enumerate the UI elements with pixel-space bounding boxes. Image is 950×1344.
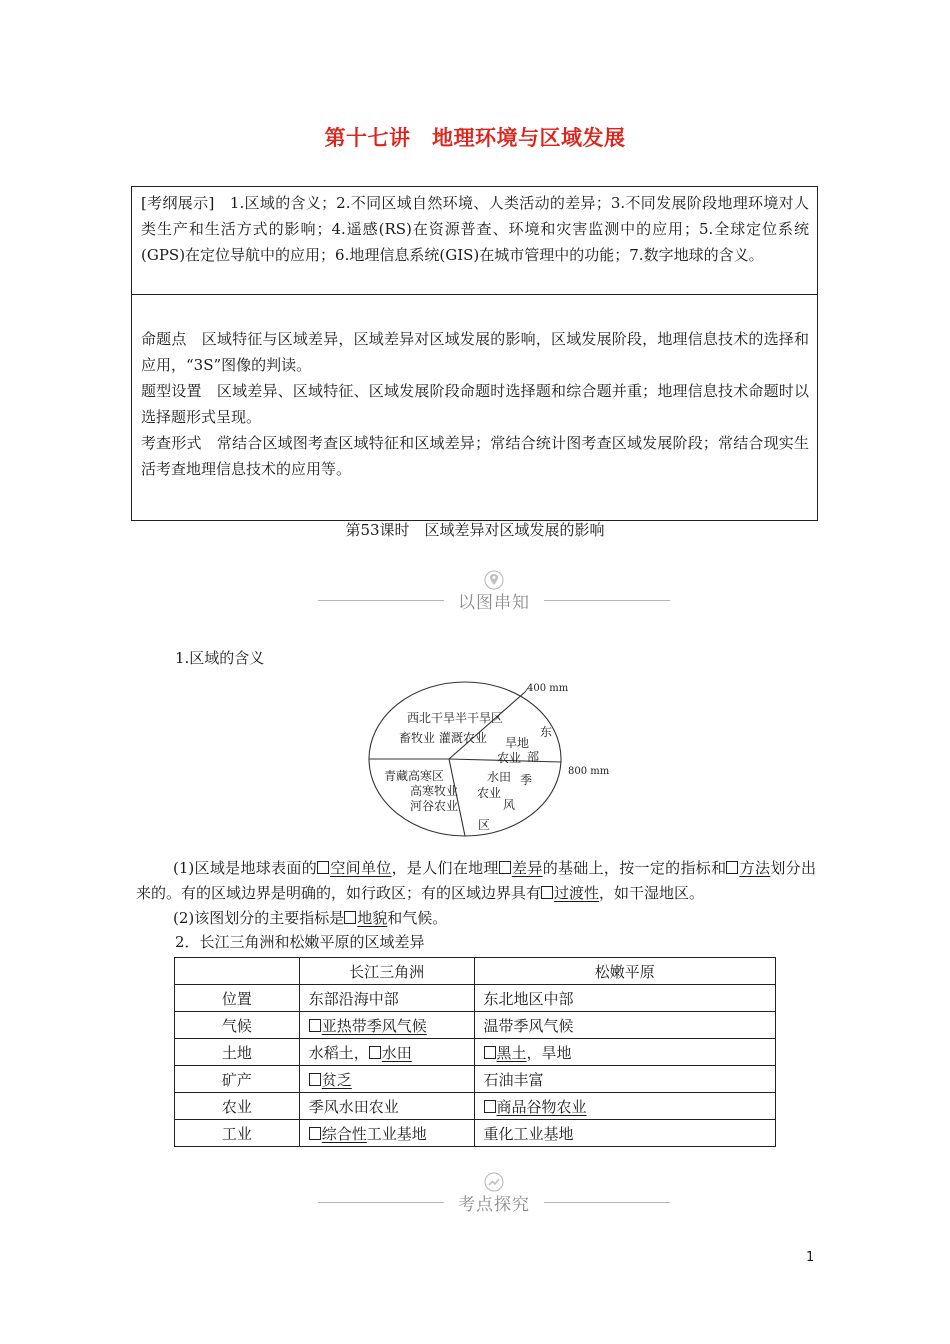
table-row (175, 1120, 776, 1147)
region-definition-paragraph (136, 856, 816, 931)
divider-right (544, 600, 670, 601)
cell: 东北地区中部 (474, 985, 776, 1012)
answer-blank: 地貌 (357, 909, 388, 927)
answer-blank: 黑土 (496, 1043, 527, 1062)
syllabus-box (131, 186, 818, 295)
region-comparison-table (174, 957, 776, 1147)
answer-blank: 空间单位 (330, 859, 392, 877)
section-label: 考点探究 (458, 1195, 530, 1215)
checkbox[interactable] (309, 1073, 321, 1086)
exam-form: 考查形式 常结合区域图考查区域特征和区域差异；常结合统计图考查区域发展阶段；常结合现实生活考查地理信息技术的应用等。 (141, 434, 809, 478)
checkbox[interactable] (309, 1019, 321, 1032)
cell: 季风水田农业 (299, 1093, 474, 1120)
answer-blank: 方法 (739, 859, 771, 877)
text: 气候 (396, 1016, 427, 1035)
label-qinghai-3: 河谷农业 (410, 799, 459, 813)
checkbox[interactable] (541, 886, 553, 899)
checkbox[interactable] (369, 1046, 381, 1059)
answer-blank: 贫乏 (321, 1070, 352, 1089)
label-800mm: 800 mm (568, 766, 610, 777)
cell: 温带季风气候 (474, 1012, 776, 1039)
label-qinghai-1: 青藏高寒区 (384, 769, 445, 783)
trend-icon (484, 1172, 504, 1192)
answer-blank: 水田 (381, 1043, 412, 1062)
cell: 东部沿海中部 (299, 985, 474, 1012)
cell (474, 1039, 776, 1066)
label-northwest-agri: 畜牧业 灌溉农业 (399, 731, 487, 745)
text: 工业基地 (366, 1124, 427, 1143)
section-header-exam (318, 1172, 670, 1228)
cell: 重化工业基地 (474, 1120, 776, 1147)
text: 和气候。 (387, 909, 448, 927)
exam-analysis-box (131, 294, 818, 521)
label-qu: 区 (478, 818, 491, 832)
table-row (175, 1066, 776, 1093)
item2-heading: 2．长江三角洲和松嫩平原的区域差异 (175, 933, 425, 951)
checkbox[interactable] (726, 861, 738, 874)
label-feng: 风 (503, 798, 516, 812)
label-400mm: 400 mm (527, 683, 569, 694)
label-paddy-1: 水田 (487, 770, 512, 784)
checkbox[interactable] (309, 1127, 321, 1140)
label-dryland-2: 农业 (497, 751, 522, 765)
text: 的基础上，按一定的指标和 (542, 859, 727, 877)
label-ji: 季 (520, 773, 533, 787)
item1-heading: 1.区域的含义 (175, 649, 265, 667)
header-yangtze: 长江三角洲 (299, 958, 474, 985)
exam-point: 命题点 区域特征与区域差异，区域差异对区域发展的影响，区域发展阶段，地理信息技术的选择和应用，“3S”图像的判读。 (141, 330, 809, 374)
cell (299, 1012, 474, 1039)
cell: 石油丰富 (474, 1066, 776, 1093)
text: ，如干湿地区。 (599, 884, 705, 902)
checkbox[interactable] (484, 1100, 496, 1113)
row-key: 位置 (175, 985, 300, 1012)
cell (299, 1120, 474, 1147)
section-header-knowledge (318, 570, 670, 626)
text: ，旱地 (526, 1043, 572, 1062)
cell (474, 1093, 776, 1120)
label-paddy-2: 农业 (477, 786, 502, 800)
row-key: 农业 (175, 1093, 300, 1120)
checkbox[interactable] (499, 861, 511, 874)
checkbox[interactable] (344, 911, 356, 924)
section-label: 以图串知 (458, 593, 530, 613)
header-empty (175, 958, 300, 985)
answer-blank: 商品谷物农业 (496, 1097, 587, 1116)
text: 水稻土， (308, 1043, 369, 1062)
text: (1)区域是地球表面的 (173, 859, 318, 877)
label-northwest: 西北干旱半干旱区 (407, 711, 504, 725)
table-header-row (175, 958, 776, 985)
answer-blank: 过渡性 (554, 884, 600, 902)
table-row (175, 1012, 776, 1039)
table-row (175, 1039, 776, 1066)
divider-right (544, 1202, 670, 1203)
row-key: 工业 (175, 1120, 300, 1147)
label-east: 东 (540, 725, 553, 739)
text: 划分出来的。有的区域边界是明确的，如行政区；有的区域边界具有 (136, 859, 816, 902)
answer-blank: 综合性 (321, 1124, 367, 1143)
label-qinghai-2: 高寒牧业 (410, 784, 459, 798)
answer-blank: 亚热带季风 (321, 1016, 397, 1035)
table-row (175, 1093, 776, 1120)
china-region-diagram (365, 674, 635, 839)
row-key: 气候 (175, 1012, 300, 1039)
header-songnen: 松嫩平原 (474, 958, 776, 985)
syllabus-text: [考纲展示] 1.区域的含义；2.不同区域自然环境、人类活动的差异；3.不同发展阶段地理环境对人类生产和生活方式的影响；4.遥感(RS)在资源普查、环境和灾害监测中的应用；5.全球定位系统(GPS)在定位导航中的应用；6.地理信息系统(GIS)在城市管理中的功能；7.数字地球的含义。 (141, 194, 809, 264)
row-key: 矿产 (175, 1066, 300, 1093)
question-setting: 题型设置 区域差异、区域特征、区域发展阶段命题时选择题和综合题并重；地理信息技术命题时以选择题形式呈现。 (141, 382, 809, 426)
page-number: 1 (806, 1250, 815, 1265)
text: ，是人们在地理 (391, 859, 499, 877)
label-bu: 部 (527, 750, 540, 764)
checkbox[interactable] (317, 861, 329, 874)
lesson-title: 第53课时 区域差异对区域发展的影响 (345, 521, 605, 539)
answer-blank: 差异 (511, 859, 543, 877)
table-row (175, 985, 776, 1012)
checkbox[interactable] (484, 1046, 496, 1059)
page-title: 第十七讲 地理环境与区域发展 (324, 126, 626, 150)
text: (2)该图划分的主要指标是 (173, 909, 345, 927)
row-key: 土地 (175, 1039, 300, 1066)
location-pin-icon (484, 570, 504, 590)
cell (299, 1066, 474, 1093)
cell (299, 1039, 474, 1066)
label-dryland-1: 旱地 (505, 736, 530, 750)
